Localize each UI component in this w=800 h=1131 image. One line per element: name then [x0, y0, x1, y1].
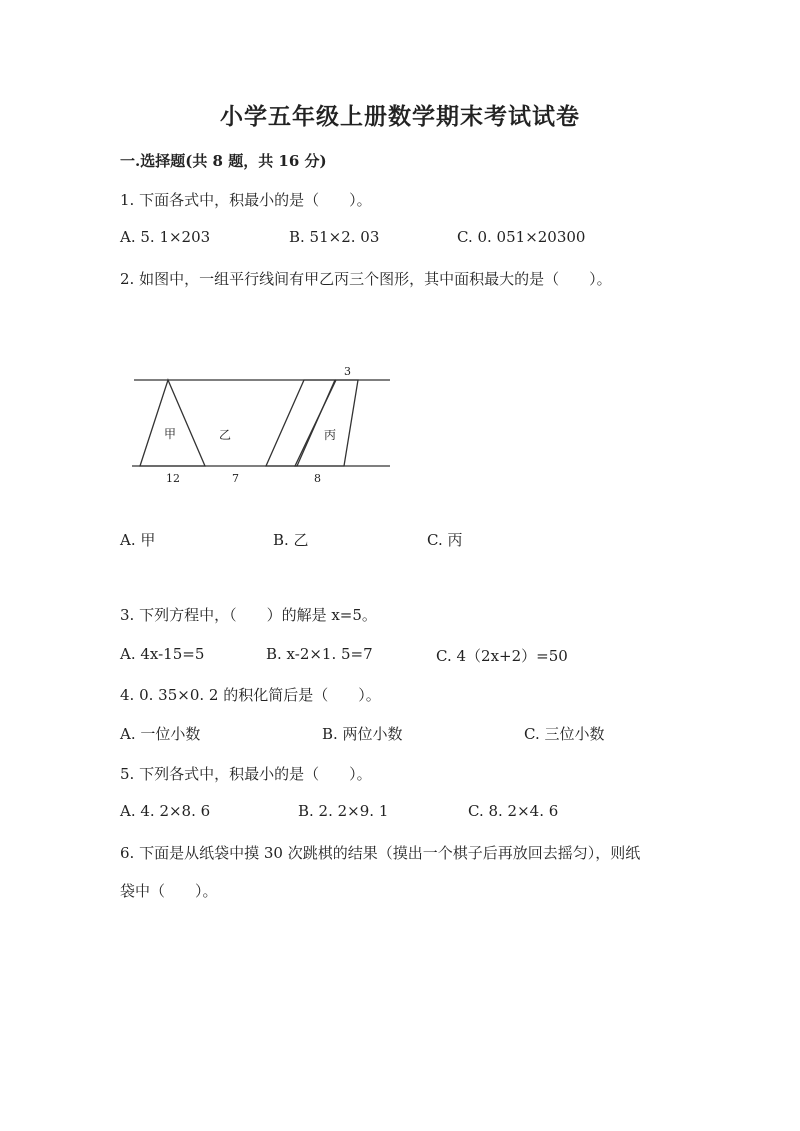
- question-2: 2. 如图中，一组平行线间有甲乙丙三个图形，其中面积最大的是（ ）。: [120, 270, 612, 288]
- dim-top: 3: [344, 365, 351, 378]
- q2-option-b[interactable]: B. 乙: [273, 531, 309, 549]
- label-jia: 甲: [164, 427, 177, 441]
- question-6: 6. 下面是从纸袋中摸 30 次跳棋的结果（摸出一个棋子后再放回去摇匀），则纸: [120, 844, 641, 862]
- question-4: 4. 0. 35×0. 2 的积化简后是（ ）。: [120, 686, 381, 704]
- q3-option-b[interactable]: B. x-2×1. 5=7: [266, 645, 373, 663]
- dim-bottom-1: 12: [166, 472, 180, 485]
- question-3: 3. 下列方程中，（ ）的解是 x=5。: [120, 606, 377, 624]
- dim-bottom-2: 7: [232, 472, 239, 485]
- label-bing: 丙: [324, 428, 337, 442]
- q2-option-a[interactable]: A. 甲: [120, 531, 156, 549]
- figure-svg: [128, 362, 398, 490]
- q5-option-b[interactable]: B. 2. 2×9. 1: [298, 802, 389, 820]
- q4-option-c[interactable]: C. 三位小数: [524, 725, 605, 743]
- q1-option-b[interactable]: B. 51×2. 03: [289, 228, 380, 246]
- q4-option-a[interactable]: A. 一位小数: [120, 725, 201, 743]
- question-6-continuation: 袋中（ ）。: [120, 882, 218, 900]
- page-title: 小学五年级上册数学期末考试试卷: [220, 103, 580, 130]
- q2-option-c[interactable]: C. 丙: [427, 531, 463, 549]
- q3-option-a[interactable]: A. 4x-15=5: [120, 645, 205, 663]
- question-1: 1. 下面各式中，积最小的是（ ）。: [120, 191, 372, 209]
- label-yi: 乙: [219, 428, 232, 442]
- q1-option-c[interactable]: C. 0. 051×20300: [457, 228, 586, 246]
- q4-option-b[interactable]: B. 两位小数: [322, 725, 403, 743]
- shape-jia-triangle: [140, 380, 205, 466]
- q1-option-a[interactable]: A. 5. 1×203: [120, 228, 211, 246]
- q5-option-a[interactable]: A. 4. 2×8. 6: [120, 802, 211, 820]
- shape-bing-trapezoid: [295, 380, 358, 466]
- dim-bottom-3: 8: [314, 472, 321, 485]
- section-heading: 一.选择题(共 8 题，共 16 分): [120, 152, 327, 170]
- question-5: 5. 下列各式中，积最小的是（ ）。: [120, 765, 372, 783]
- q5-option-c[interactable]: C. 8. 2×4. 6: [468, 802, 559, 820]
- parallel-lines-figure: [128, 362, 398, 490]
- q3-option-c[interactable]: C. 4（2x+2）=50: [436, 647, 568, 665]
